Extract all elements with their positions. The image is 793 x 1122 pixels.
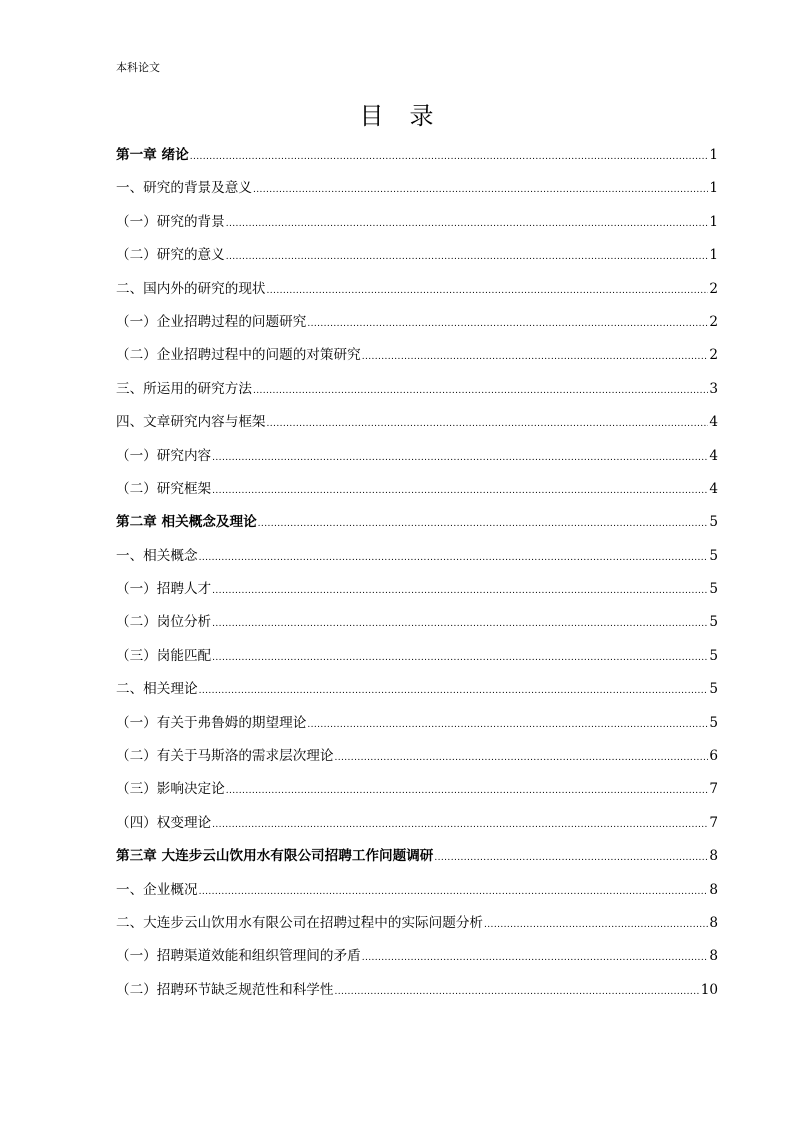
toc-entry-label: （二）企业招聘过程中的问题的对策研究 [116,347,361,364]
toc-entry-subsection[interactable] [116,245,718,278]
toc-entry-label: 一、相关概念 [116,547,198,564]
toc-entry-page-number: 5 [709,647,718,664]
toc-entry-chapter[interactable] [116,512,718,545]
toc-entry-subsection[interactable] [116,612,718,645]
toc-dot-leader [199,681,709,701]
toc-dot-leader [267,414,709,434]
toc-entry-label: 第二章 相关概念及理论 [116,514,257,531]
toc-entry-label: （二）招聘环节缺乏规范性和科学性 [116,981,334,998]
toc-entry-page-number: 5 [709,581,718,598]
toc-dot-leader [434,848,708,868]
toc-entry-label: 三、所运用的研究方法 [116,380,252,397]
toc-entry-page-number: 4 [709,480,718,497]
toc-entry-label: 二、国内外的研究的现状 [116,280,266,297]
toc-entry-page-number: 2 [709,313,718,330]
toc-entry-page-number: 5 [709,614,718,631]
toc-entry-subsection[interactable] [116,212,718,245]
toc-dot-leader [307,715,708,735]
toc-entry-label: （一）企业招聘过程的问题研究 [116,313,307,330]
toc-entry-page-number: 1 [709,247,718,264]
page-title [0,100,793,132]
toc-entry-page-number: 4 [709,447,718,464]
toc-dot-leader [335,982,700,1002]
toc-entry-label: （一）招聘渠道效能和组织管理间的矛盾 [116,948,361,965]
toc-entry-subsection[interactable] [116,646,718,679]
toc-entry-section[interactable] [116,379,718,412]
toc-dot-leader [226,214,709,234]
running-header: 本科论文 [116,61,160,74]
toc-entry-subsection[interactable] [116,746,718,779]
toc-entry-section[interactable] [116,178,718,211]
toc-entry-label: （三）岗能匹配 [116,647,212,664]
toc-entry-subsection[interactable] [116,813,718,846]
toc-entry-subsection[interactable] [116,713,718,746]
table-of-contents [116,145,718,1013]
toc-entry-page-number: 3 [709,380,718,397]
toc-entry-section[interactable] [116,880,718,913]
toc-entry-page-number: 6 [709,748,718,765]
toc-dot-leader [212,815,708,835]
toc-entry-page-number: 8 [709,914,718,931]
toc-dot-leader [212,448,708,468]
page-title-left: 目 [359,102,384,130]
toc-entry-page-number: 5 [709,681,718,698]
toc-entry-label: 二、大连步云山饮用水有限公司在招聘过程中的实际问题分析 [116,914,484,931]
toc-entry-page-number: 7 [709,814,718,831]
toc-entry-subsection[interactable] [116,579,718,612]
toc-entry-subsection[interactable] [116,312,718,345]
toc-entry-label: （四）权变理论 [116,814,212,831]
toc-entry-label: 第三章 大连步云山饮用水有限公司招聘工作问题调研 [116,848,434,865]
toc-entry-subsection[interactable] [116,345,718,378]
toc-entry-section[interactable] [116,679,718,712]
toc-entry-page-number: 8 [709,848,718,865]
page-title-right: 录 [409,102,434,130]
toc-entry-label: （一）研究内容 [116,447,212,464]
toc-entry-page-number: 2 [709,280,718,297]
toc-entry-page-number: 5 [709,514,718,531]
toc-entry-section[interactable] [116,412,718,445]
toc-entry-page-number: 1 [709,180,718,197]
toc-entry-section[interactable] [116,546,718,579]
toc-dot-leader [212,581,708,601]
toc-dot-leader [226,781,709,801]
toc-entry-label: （一）研究的背景 [116,213,225,230]
toc-dot-leader [212,614,708,634]
toc-entry-label: （二）研究框架 [116,480,212,497]
toc-dot-leader [199,548,709,568]
toc-entry-label: 第一章 绪论 [116,147,189,163]
toc-entry-subsection[interactable] [116,946,718,979]
toc-entry-subsection[interactable] [116,446,718,479]
toc-dot-leader [226,247,709,267]
toc-entry-label: （一）招聘人才 [116,581,212,598]
toc-entry-label: （三）影响决定论 [116,781,225,798]
toc-dot-leader [362,948,709,968]
toc-entry-page-number: 8 [709,881,718,898]
toc-dot-leader [362,347,709,367]
toc-entry-page-number: 5 [709,714,718,731]
toc-entry-label: 四、文章研究内容与框架 [116,414,266,431]
toc-entry-chapter[interactable] [116,145,718,178]
toc-dot-leader [253,381,708,401]
toc-dot-leader [212,648,708,668]
toc-entry-chapter[interactable] [116,846,718,879]
toc-dot-leader [199,882,709,902]
toc-dot-leader [307,314,708,334]
toc-dot-leader [484,915,708,935]
toc-entry-page-number: 7 [709,781,718,798]
toc-entry-page-number: 10 [700,981,718,998]
toc-entry-subsection[interactable] [116,980,718,1013]
toc-entry-page-number: 5 [709,547,718,564]
toc-entry-page-number: 1 [709,213,718,230]
toc-entry-label: （二）有关于马斯洛的需求层次理论 [116,748,334,765]
toc-entry-label: 一、研究的背景及意义 [116,180,252,197]
toc-entry-label: （二）研究的意义 [116,247,225,264]
toc-entry-subsection[interactable] [116,779,718,812]
toc-entry-label: 二、相关理论 [116,681,198,698]
toc-dot-leader [253,180,708,200]
toc-dot-leader [190,147,709,167]
toc-entry-section[interactable] [116,913,718,946]
toc-dot-leader [212,481,708,501]
toc-entry-page-number: 1 [709,147,718,163]
toc-dot-leader [258,514,709,534]
toc-entry-label: （一）有关于弗鲁姆的期望理论 [116,714,307,731]
toc-entry-label: 一、企业概况 [116,881,198,898]
toc-entry-section[interactable] [116,279,718,312]
toc-entry-label: （二）岗位分析 [116,614,212,631]
toc-entry-subsection[interactable] [116,479,718,512]
toc-entry-page-number: 4 [709,414,718,431]
toc-entry-page-number: 8 [709,948,718,965]
toc-entry-page-number: 2 [709,347,718,364]
toc-dot-leader [267,281,709,301]
toc-dot-leader [335,748,709,768]
